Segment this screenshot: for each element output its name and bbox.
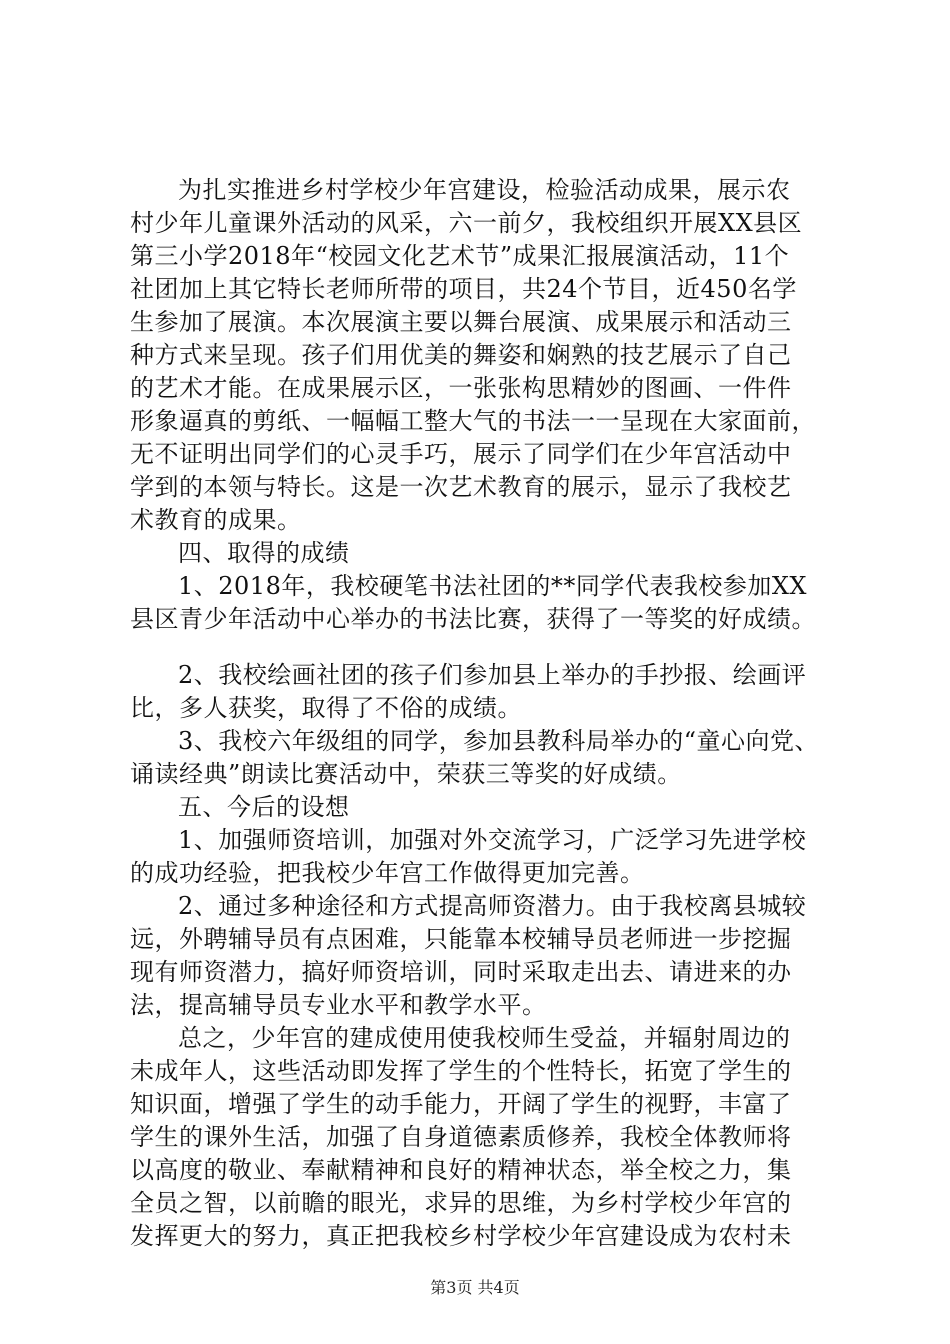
paragraph-line: 2、我校绘画社团的孩子们参加县上举办的手抄报、绘画评 <box>178 661 807 689</box>
paragraph-line: 形象逼真的剪纸、一幅幅工整大气的书法一一呈现在大家面前， <box>130 407 816 435</box>
paragraph-line: 总之，少年宫的建成使用使我校师生受益，并辐射周边的 <box>178 1024 791 1052</box>
paragraph-line: 社团加上其它特长老师所带的项目，共24个节目，近450名学 <box>130 275 797 303</box>
paragraph-line: 远，外聘辅导员有点困难，只能靠本校辅导员老师进一步挖掘 <box>130 925 792 953</box>
paragraph-line: 比，多人获奖，取得了不俗的成绩。 <box>130 694 522 722</box>
paragraph-line: 法，提高辅导员专业水平和教学水平。 <box>130 991 547 1019</box>
section-heading: 五、今后的设想 <box>178 793 350 821</box>
paragraph-line: 学生的课外生活，加强了自身道德素质修养，我校全体教师将 <box>130 1123 792 1151</box>
paragraph-line: 术教育的成果。 <box>130 506 302 534</box>
paragraph-line: 2、通过多种途径和方式提高师资潜力。由于我校离县城较 <box>178 892 807 920</box>
paragraph-line: 种方式来呈现。孩子们用优美的舞姿和娴熟的技艺展示了自己 <box>130 341 792 369</box>
paragraph-line: 第三小学2018年“校园文化艺术节”成果汇报展演活动，11个 <box>130 242 790 270</box>
paragraph-line: 学到的本领与特长。这是一次艺术教育的展示，显示了我校艺 <box>130 473 792 501</box>
paragraph-line: 以高度的敬业、奉献精神和良好的精神状态，举全校之力，集 <box>130 1156 792 1184</box>
paragraph-line: 发挥更大的努力，真正把我校乡村学校少年宫建设成为农村未 <box>130 1222 792 1250</box>
paragraph-line: 全员之智，以前瞻的眼光，求异的思维，为乡村学校少年宫的 <box>130 1189 792 1217</box>
paragraph-line: 无不证明出同学们的心灵手巧，展示了同学们在少年宫活动中 <box>130 440 792 468</box>
paragraph-line: 现有师资潜力，搞好师资培训，同时采取走出去、请进来的办 <box>130 958 792 986</box>
paragraph-line: 村少年儿童课外活动的风采，六一前夕，我校组织开展XX县区 <box>130 209 803 237</box>
paragraph-line: 县区青少年活动中心举办的书法比赛，获得了一等奖的好成绩。 <box>130 605 816 633</box>
section-heading: 四、取得的成绩 <box>178 539 350 567</box>
paragraph-line: 的艺术才能。在成果展示区，一张张构思精妙的图画、一件件 <box>130 374 792 402</box>
paragraph-line: 的成功经验，把我校少年宫工作做得更加完善。 <box>130 859 645 887</box>
paragraph-line: 未成年人，这些活动即发挥了学生的个性特长，拓宽了学生的 <box>130 1057 792 1085</box>
paragraph-line: 生参加了展演。本次展演主要以舞台展演、成果展示和活动三 <box>130 308 792 336</box>
paragraph-line: 1、2018年，我校硬笔书法社团的**同学代表我校参加XX <box>178 572 808 600</box>
paragraph-line: 知识面，增强了学生的动手能力，开阔了学生的视野，丰富了 <box>130 1090 792 1118</box>
paragraph-line: 1、加强师资培训，加强对外交流学习，广泛学习先进学校 <box>178 826 807 854</box>
page-footer: 第3页 共4页 <box>430 1278 520 1297</box>
paragraph-line: 诵读经典”朗读比赛活动中，荣获三等奖的好成绩。 <box>130 760 682 788</box>
paragraph-line: 3、我校六年级组的同学，参加县教科局举办的“童心向党、 <box>178 727 820 755</box>
paragraph-line: 为扎实推进乡村学校少年宫建设，检验活动成果，展示农 <box>178 176 791 204</box>
